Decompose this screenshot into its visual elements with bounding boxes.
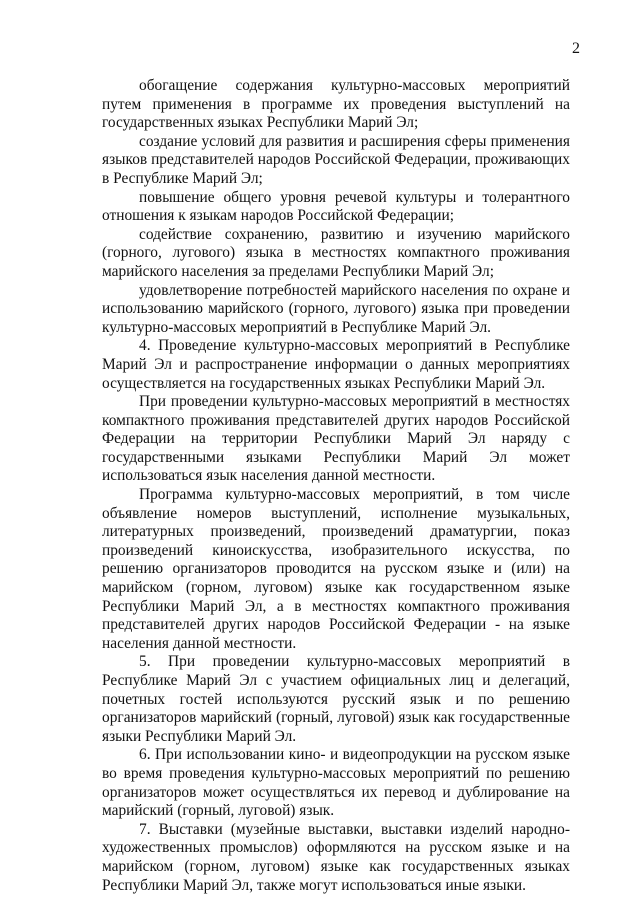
document-body [102, 77, 570, 895]
paragraph-creating-conditions: создание условий для развития и расширения сферы применения языков представителей народов Российской Федерации, проживающих в Республике Марий Эл; [102, 132, 570, 187]
paragraph-enrichment-content: обогащение содержания культурно-массовых мероприятий путем применения в программе их проведения выступлений на государственных языках Республики Марий Эл; [102, 77, 570, 132]
paragraph-speech-culture: повышение общего уровня речевой культуры и толерантного отношения к языкам народов Российской Федерации; [102, 188, 570, 225]
paragraph-item-4: 4. Проведение культурно-массовых мероприятий в Республике Марий Эл и распространение информации о данных мероприятиях осуществляется на государственных языках Республики Марий Эл. [102, 337, 570, 392]
paragraph-item-7: 7. Выставки (музейные выставки, выставки изделий народно-художественных промыслов) оформляются на русском языке и на марийском (горном, луговом) языке как государственных языках Республики Марий Эл, также могут использоваться иные языки. [102, 820, 570, 894]
paragraph-item-5: 5. При проведении культурно-массовых мероприятий в Республике Марий Эл с участием официальных лиц и делегаций, почетных гостей используются русский язык и по решению организаторов марийский (горный, луговой) язык как государственные языки Республики Марий Эл. [102, 653, 570, 745]
paragraph-event-program: Программа культурно-массовых мероприятий, в том числе объявление номеров выступлений, исполнение музыкальных, литературных произведений, произведений драматургии, показ произведений киноискусства, изобразительного искусства, по решению организаторов проводится на русском языке и (или) на марийском (горном, луговом) языке как государственном языке Республики Марий Эл, а в местностях компактного проживания представителей других народов Российской Федерации - на языке населения данной местности. [102, 486, 570, 652]
paragraph-item-6: 6. При использовании кино- и видеопродукции на русском языке во время проведения культурно-массовых мероприятий по решению организаторов может осуществляться их перевод и дублирование на марийский (горный, луговой) язык. [102, 746, 570, 820]
paragraph-satisfy-needs: удовлетворение потребностей марийского населения по охране и использованию марийского (горного, лугового) языка при проведении культурно-массовых мероприятий в Республике Марий Эл. [102, 281, 570, 336]
page-number: 2 [572, 40, 580, 57]
paragraph-support-mari-language: содействие сохранению, развитию и изучению марийского (горного, лугового) языка в местностях компактного проживания марийского населения за пределами Республики Марий Эл; [102, 225, 570, 280]
paragraph-local-population-language: При проведении культурно-массовых мероприятий в местностях компактного проживания представителей других народов Российской Федерации на территории Республики Марий Эл наряду с государственными языками Республики Марий Эл может использоваться язык населения данной местности. [102, 393, 570, 485]
